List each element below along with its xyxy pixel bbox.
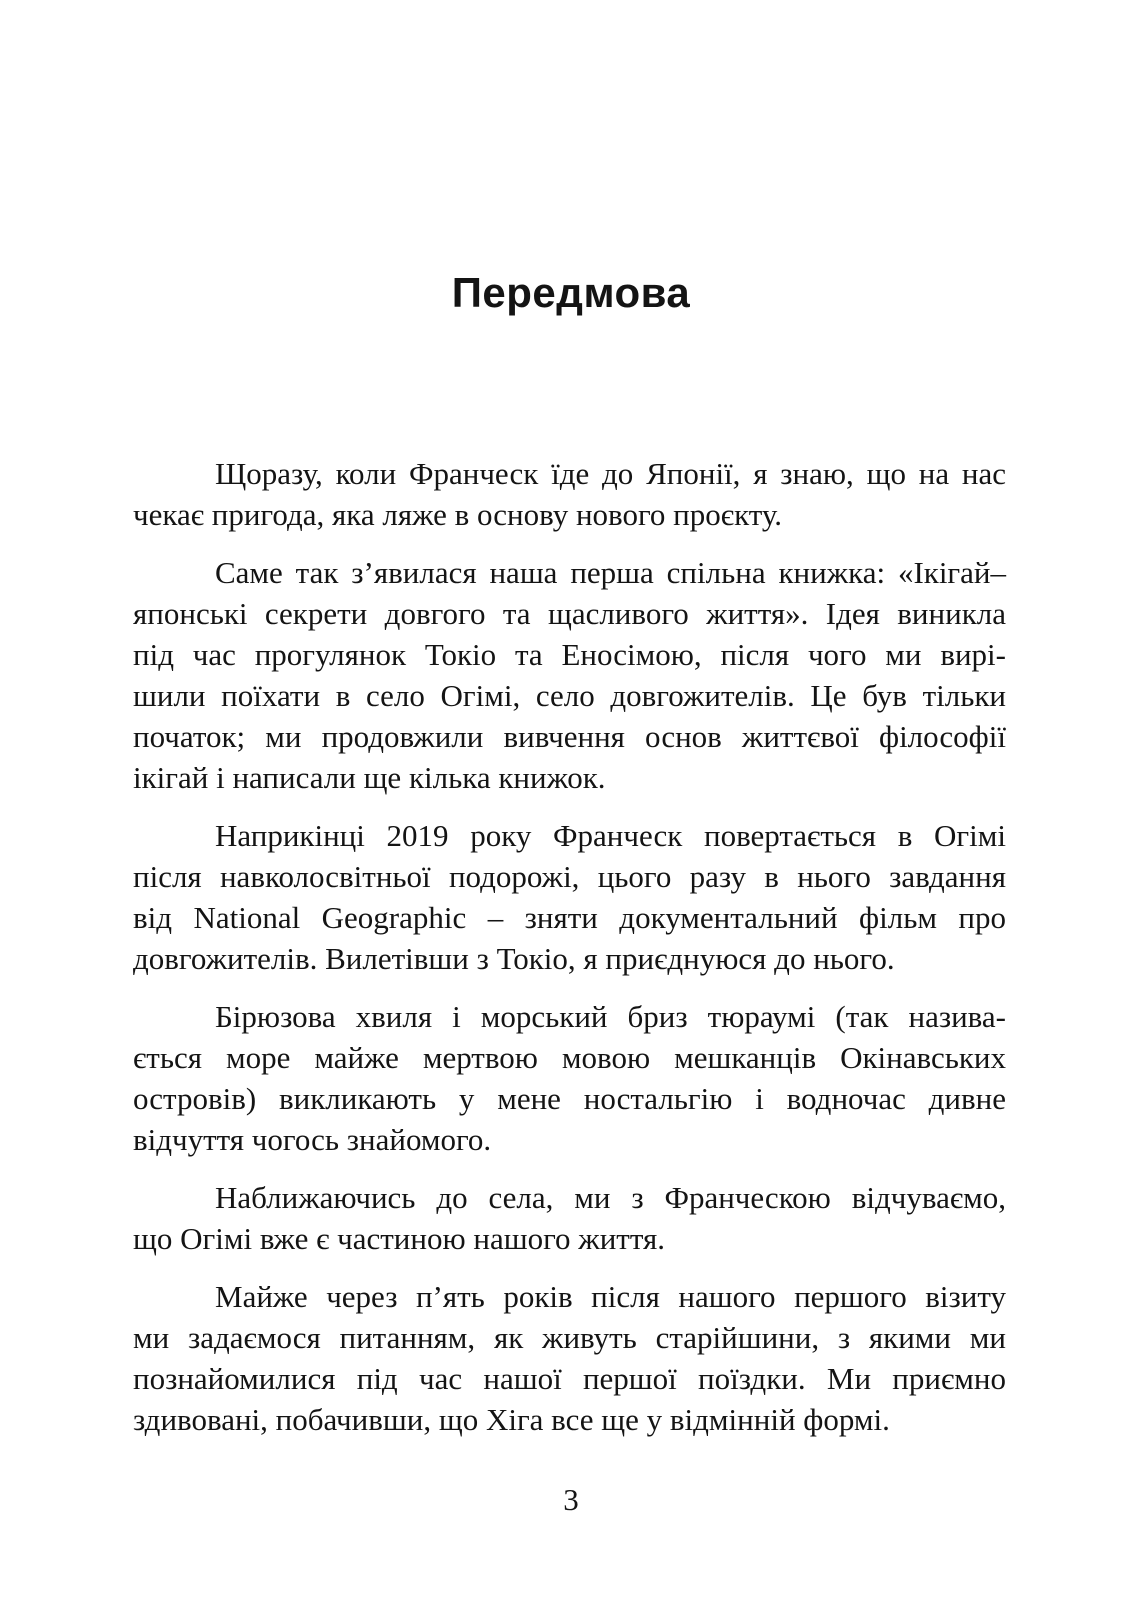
text-line: японські секрети довгого та щасливого життя». Ідея виникла (133, 596, 1006, 631)
paragraph (133, 1276, 1006, 1440)
text-line: після навколосвітньої подорожі, цього разу в нього завдання (133, 859, 1006, 894)
text-line: Щоразу, коли Франческ їде до Японії, я знаю, що на нас (215, 456, 1006, 491)
text-line: ється море майже мертвою мовою мешканців Окінавських (133, 1040, 1006, 1075)
page-number: 3 (563, 1482, 579, 1517)
paragraph (133, 996, 1006, 1160)
paragraph (133, 815, 1006, 979)
text-line: здивовані, побачивши, що Хіга все ще у відмінній формі. (133, 1402, 890, 1437)
paragraph (133, 552, 1006, 798)
text-line: від National Geographic – зняти документальний фільм про (133, 900, 1006, 935)
text-line: ми задаємося питанням, як живуть старійшини, з якими ми (133, 1320, 1006, 1355)
page-title: Передмова (451, 269, 691, 316)
text-line: початок; ми продовжили вивчення основ життєвої філософії (133, 719, 1006, 754)
text-line: Бірюзова хвиля і морський бриз тюраумі (так назива- (215, 999, 1006, 1034)
text-line: Наближаючись до села, ми з Франческою відчуваємо, (215, 1180, 1006, 1215)
text-line: чекає пригода, яка ляже в основу нового проєкту. (133, 497, 783, 532)
text-line: Майже через п’ять років після нашого першого візиту (215, 1279, 1006, 1314)
text-line: ікігай і написали ще кілька книжок. (133, 760, 606, 795)
text-line: островів) викликають у мене ностальгію і водночас дивне (133, 1081, 1006, 1116)
text-line: шили поїхати в село Огімі, село довгожителів. Це був тільки (133, 678, 1006, 713)
page-body (133, 453, 1006, 1440)
text-line: Наприкінці 2019 року Франческ повертається в Огімі (215, 818, 1006, 853)
text-line: Саме так з’явилася наша перша спільна книжка: «Ікігай– (215, 555, 1006, 590)
text-line: відчуття чогось знайомого. (133, 1122, 492, 1157)
text-line: познайомилися під час нашої першої поїздки. Ми приємно (133, 1361, 1006, 1396)
text-line: довгожителів. Вилетівши з Токіо, я приєднуюся до нього. (133, 941, 895, 976)
text-line: що Огімі вже є частиною нашого життя. (133, 1221, 665, 1256)
paragraph (133, 453, 1006, 535)
text-line: під час прогулянок Токіо та Еносімою, після чого ми вирі- (133, 637, 1006, 672)
paragraph (133, 1177, 1006, 1259)
